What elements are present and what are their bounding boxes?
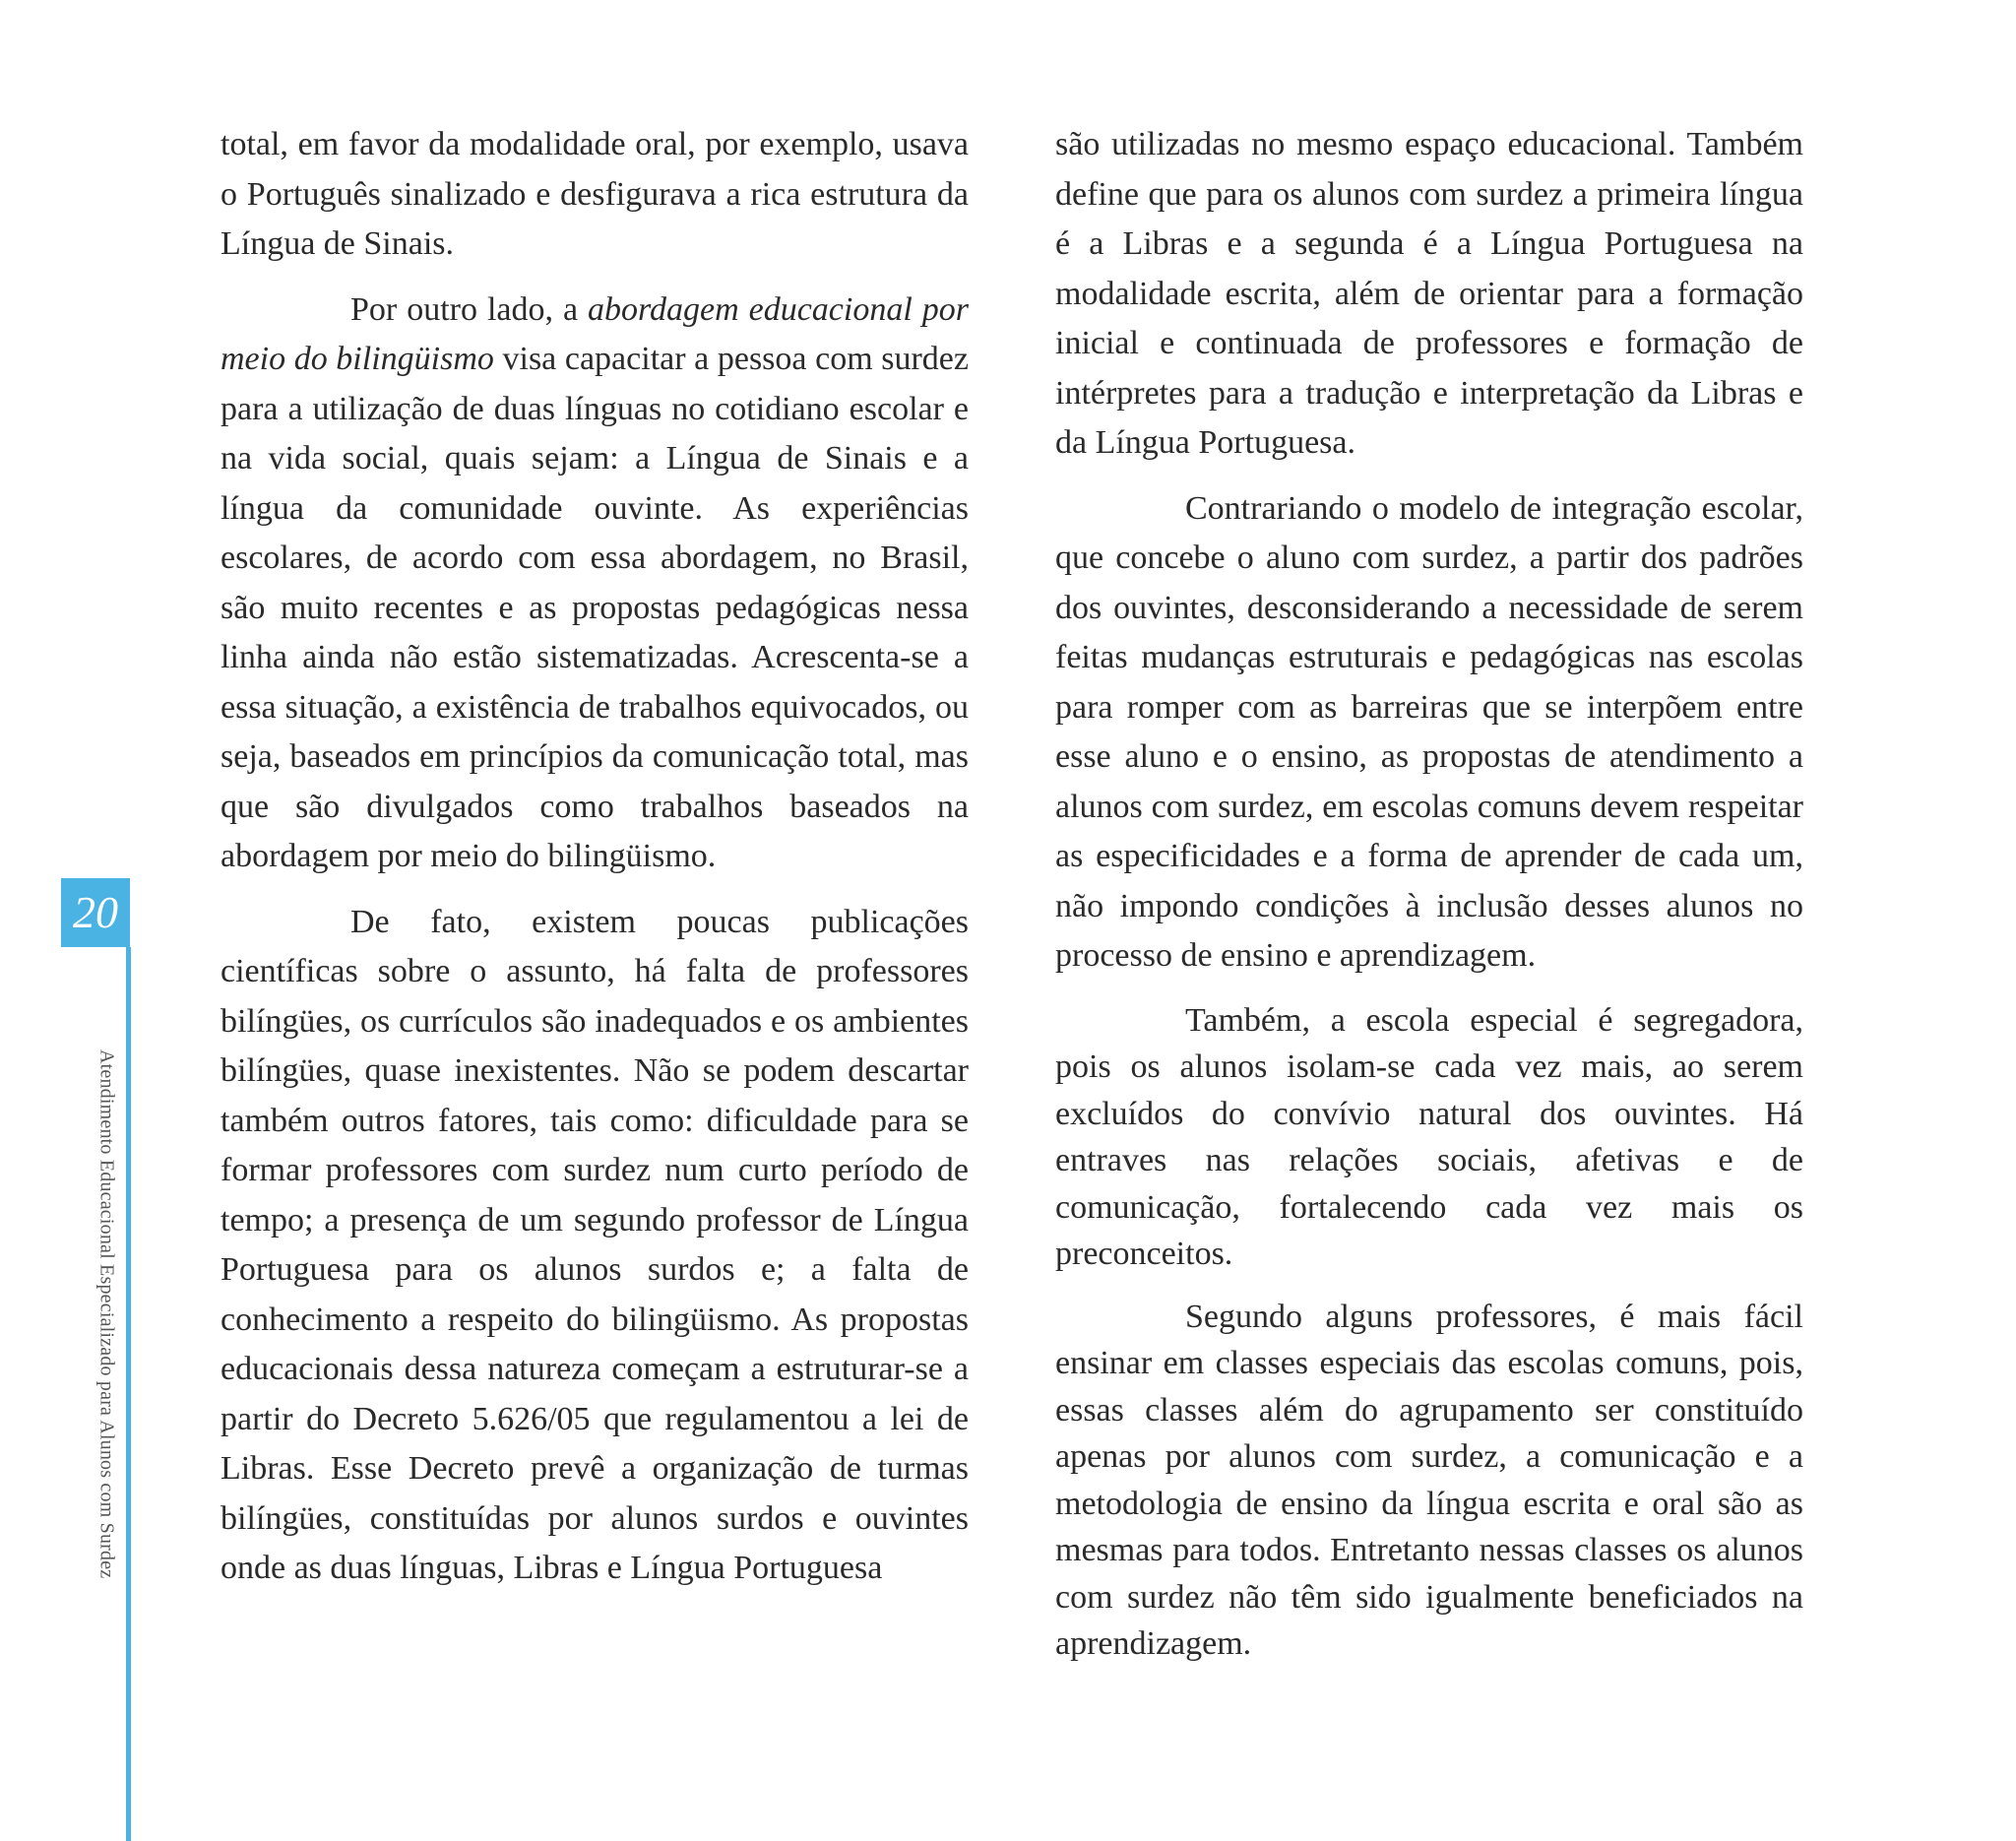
left-paragraph-2 xyxy=(220,286,969,882)
right-column xyxy=(1055,120,1803,1683)
right-paragraph-2: Contrariando o modelo de integração escolar, que concebe o aluno com surdez, a partir dos padrões dos ouvintes, desconsiderando a necessidade de serem feitas mudanças estruturais e pedagógicas nas escolas para romper com as barreiras que se interpõem entre esse aluno e o ensino, as propostas de atendimento a alunos com surdez, em escolas comuns devem respeitar as especificidades e a forma de aprender de cada um, não impondo condições à inclusão desses alunos no processo de ensino e aprendizagem. xyxy=(1055,489,1803,974)
left-paragraph-3: De fato, existem poucas publicações científicas sobre o assunto, há falta de professores bilíngües, os currículos são inadequados e os ambientes bilíngües, quase inexistentes. Não se podem descartar também outros fatores, tais como: dificuldade para se formar professores com surdez num curto período de tempo; a presença de um segundo professor de Língua Portuguesa para os alunos surdos e; a falta de conhecimento a respeito do bilingüismo. As propostas educacionais dessa natureza começam a estruturar-se a partir do Decreto 5.626/05 que regulamentou a lei de Libras. Esse Decreto prevê a organização de turmas bilíngües, constituídas por alunos surdos e ouvintes onde as duas línguas, Libras e Língua Portuguesa xyxy=(220,903,969,1586)
left-paragraph-2-emphasis: abordagem educacional por meio do bilingüismo xyxy=(220,290,969,377)
left-paragraph-2-rest: visa capacitar a pessoa com surdez para a utilização de duas línguas no cotidiano escolar e na vida social, quais sejam: a Língua de Sinais e a língua da comunidade ouvinte. As experiências escolares, de acordo com essa abordagem, no Brasil, são muito recentes e as propostas pedagógicas nessa linha ainda não estão sistematizadas. Acrescenta-se a essa situação, a existência de trabalhos equivocados, ou seja, baseados em princípios da comunicação total, mas que são divulgados como trabalhos baseados na abordagem por meio do bilingüismo. xyxy=(220,341,969,874)
right-paragraph-3: Também, a escola especial é segregadora, pois os alunos isolam-se cada vez mais, ao serem excluídos do convívio natural dos ouvintes. Há entraves nas relações sociais, afetivas e de comunicação, fortalecendo cada vez mais os preconceitos. xyxy=(1055,1001,1803,1272)
side-rule xyxy=(126,947,131,1841)
right-paragraph-1: são utilizadas no mesmo espaço educacional. Também define que para os alunos com surdez a primeira língua é a Libras e a segunda é a Língua Portuguesa na modalidade escrita, além de orientar para a formação inicial e continuada de professores e formação de intérpretes para a tradução e interpretação da Libras e da Língua Portuguesa. xyxy=(1055,126,1803,461)
page-number: 20 xyxy=(61,878,130,947)
right-paragraph-4: Segundo alguns professores, é mais fácil ensinar em classes especiais das escolas comuns, pois, essas classes além do agrupamento ser constituído apenas por alunos com surdez, a comunicação e a metodologia de ensino da língua escrita e oral são as mesmas para todos. Entretanto nessas classes os alunos com surdez não têm sido igualmente beneficiados na aprendizagem. xyxy=(1055,1298,1803,1662)
left-paragraph-2-lead: Por outro lado, a xyxy=(350,290,589,328)
left-paragraph-1: total, em favor da modalidade oral, por exemplo, usava o Português sinalizado e desfigurava a rica estrutura da Língua de Sinais. xyxy=(220,126,969,262)
running-title-text: Atendimento Educacional Especializado para Alunos com Surdez xyxy=(95,1049,118,1579)
running-title xyxy=(94,1049,118,1620)
left-column xyxy=(220,120,969,1610)
